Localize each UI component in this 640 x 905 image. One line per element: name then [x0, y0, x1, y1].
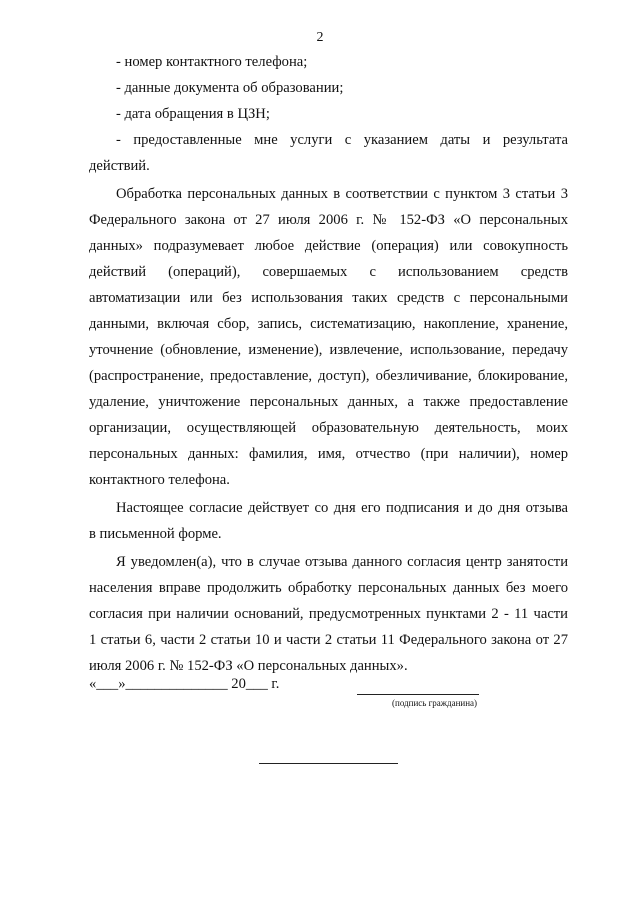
- paragraph-processing-line-4: действий (операций), совершаемых с использованием средств: [89, 264, 568, 280]
- signature-line: [357, 694, 479, 695]
- signature-block: [89, 676, 568, 706]
- list-item-education-document: - данные документа об образовании;: [116, 80, 344, 96]
- paragraph-processing-line-7: уточнение (обновление, изменение), извлечение, использование, передачу: [89, 342, 568, 358]
- paragraph-processing-line-1: Обработка персональных данных в соответствии с пунктом 3 статьи 3: [116, 186, 568, 202]
- document-body: [89, 49, 568, 679]
- paragraph-notice-line-2: населения вправе продолжить обработку персональных данных без моего: [89, 580, 568, 596]
- paragraph-processing-line-2: Федерального закона от 27 июля 2006 г. № 152-ФЗ «О персональных: [89, 212, 568, 228]
- paragraph-processing-line-12: контактного телефона.: [89, 472, 230, 488]
- paragraph-processing-line-10: организации, осуществляющей образовательную деятельность, моих: [89, 420, 568, 436]
- paragraph-notice-line-1: Я уведомлен(а), что в случае отзыва данного согласия центр занятости: [116, 554, 568, 570]
- footer-divider: [259, 763, 398, 764]
- signature-date-field: «___»______________ 20___ г.: [89, 676, 280, 692]
- paragraph-processing-line-11: персональных данных: фамилия, имя, отчество (при наличии), номер: [89, 446, 568, 462]
- paragraph-processing-line-3: данных» подразумевает любое действие (операция) или совокупность: [89, 238, 568, 254]
- list-item-application-date: - дата обращения в ЦЗН;: [116, 106, 270, 122]
- paragraph-processing-line-6: данными, включая сбор, запись, систематизацию, накопление, хранение,: [89, 316, 568, 332]
- list-item-phone: - номер контактного телефона;: [116, 54, 308, 70]
- paragraph-validity-line-1: Настоящее согласие действует со дня его подписания и до дня отзыва: [116, 500, 568, 516]
- page-number: 2: [316, 30, 324, 45]
- paragraph-processing-line-5: автоматизации или без использования таких средств с персональными: [89, 290, 568, 306]
- paragraph-processing-line-9: удаление, уничтожение персональных данных, а также предоставление: [89, 394, 568, 410]
- signature-caption: (подпись гражданина): [392, 698, 478, 708]
- paragraph-validity-line-2: в письменной форме.: [89, 526, 222, 542]
- paragraph-notice-line-3: согласия при наличии оснований, предусмотренных пунктами 2 - 11 части: [89, 606, 568, 622]
- paragraph-notice-line-5: июля 2006 г. № 152-ФЗ «О персональных данных».: [89, 658, 408, 674]
- list-item-services-line-2: действий.: [89, 158, 150, 174]
- paragraph-notice-line-4: 1 статьи 6, части 2 статьи 10 и части 2 статьи 11 Федерального закона от 27: [89, 632, 568, 648]
- list-item-services-line-1: - предоставленные мне услуги с указанием даты и результата: [116, 132, 568, 148]
- paragraph-processing-line-8: (распространение, предоставление, доступ), обезличивание, блокирование,: [89, 368, 568, 384]
